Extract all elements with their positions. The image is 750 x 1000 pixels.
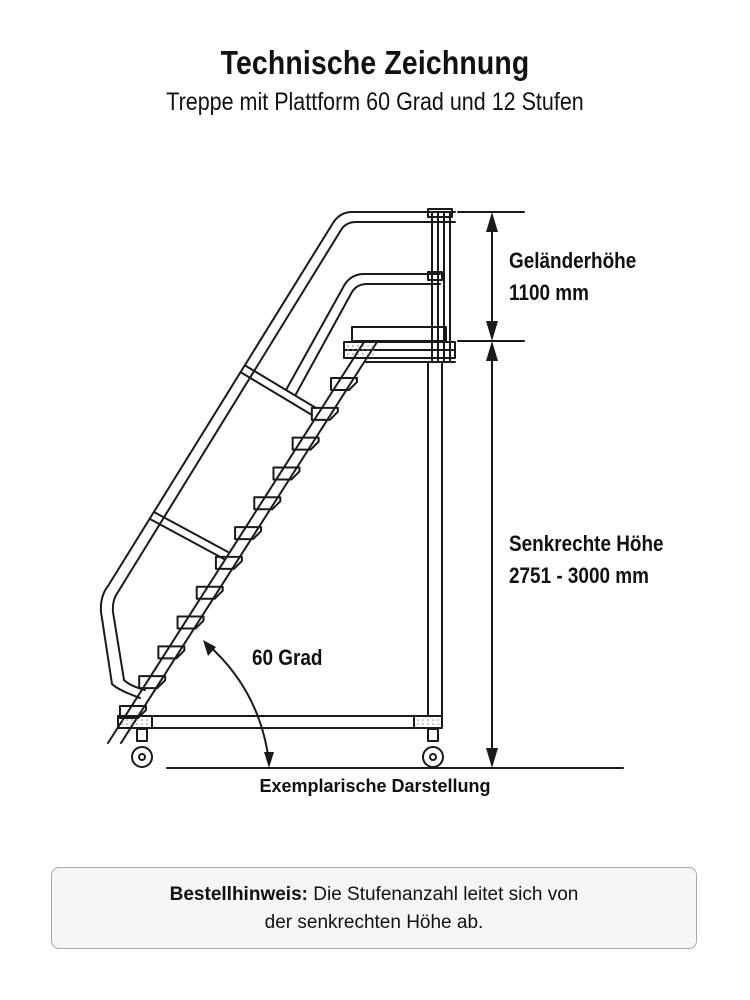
grip-dot [367, 353, 369, 355]
grip-dot [121, 723, 123, 725]
grip-dot [417, 723, 419, 725]
order-note [51, 867, 697, 949]
front-caster [132, 729, 152, 767]
grip-dot [362, 345, 364, 347]
grip-dot [357, 353, 359, 355]
grip-dot [357, 349, 359, 351]
grip-dot [422, 719, 424, 721]
order-note-line2: der senkrechten Höhe ab. [264, 912, 484, 933]
grip-dot [136, 719, 138, 721]
grip-dot [141, 723, 143, 725]
vertical-height-label: Senkrechte Höhe [509, 531, 664, 556]
grip-dot [146, 719, 148, 721]
grip-dot [121, 719, 123, 721]
grip-dot [437, 723, 439, 725]
grip-dot [432, 723, 434, 725]
vertical-height-value: 2751 - 3000 mm [509, 563, 649, 588]
grip-dot [136, 723, 138, 725]
grip-dot [367, 349, 369, 351]
grip-dot [357, 345, 359, 347]
grip-dot [432, 719, 434, 721]
grip-dot [126, 719, 128, 721]
grip-dot [352, 353, 354, 355]
grip-dot [367, 345, 369, 347]
grip-dot [362, 349, 364, 351]
grip-dot [141, 719, 143, 721]
grip-dot [427, 719, 429, 721]
grip-dot [427, 723, 429, 725]
rear-caster [423, 729, 443, 767]
grip-dot [372, 345, 374, 347]
inner-handrail [286, 274, 440, 394]
grip-dot [347, 345, 349, 347]
bottom-frame [118, 716, 442, 728]
grip-dot [131, 719, 133, 721]
outer-handrail [101, 212, 455, 684]
grip-dot [352, 349, 354, 351]
angle-label: 60 Grad [252, 645, 323, 670]
grip-dot [131, 723, 133, 725]
grip-dot [347, 349, 349, 351]
caption: Exemplarische Darstellung [259, 776, 491, 796]
grip-dot [126, 723, 128, 725]
grip-dot [417, 719, 419, 721]
page-title: Technische Zeichnung [220, 44, 530, 81]
grip-dot [372, 353, 374, 355]
grip-dot [437, 719, 439, 721]
grip-dot [372, 349, 374, 351]
order-note-label: Bestellhinweis: [169, 884, 308, 905]
railing-height-value: 1100 mm [509, 280, 589, 305]
page-subtitle: Treppe mit Plattform 60 Grad und 12 Stufen [166, 88, 584, 116]
railing-height-label: Geländerhöhe [509, 248, 637, 273]
grip-dot [146, 723, 148, 725]
order-note-line1: Die Stufenanzahl leitet sich von [307, 884, 579, 905]
grip-dot [422, 723, 424, 725]
grip-dot [362, 353, 364, 355]
grip-dot [352, 345, 354, 347]
grip-dot [347, 353, 349, 355]
rear-posts [428, 212, 450, 716]
railing-braces [150, 366, 316, 559]
